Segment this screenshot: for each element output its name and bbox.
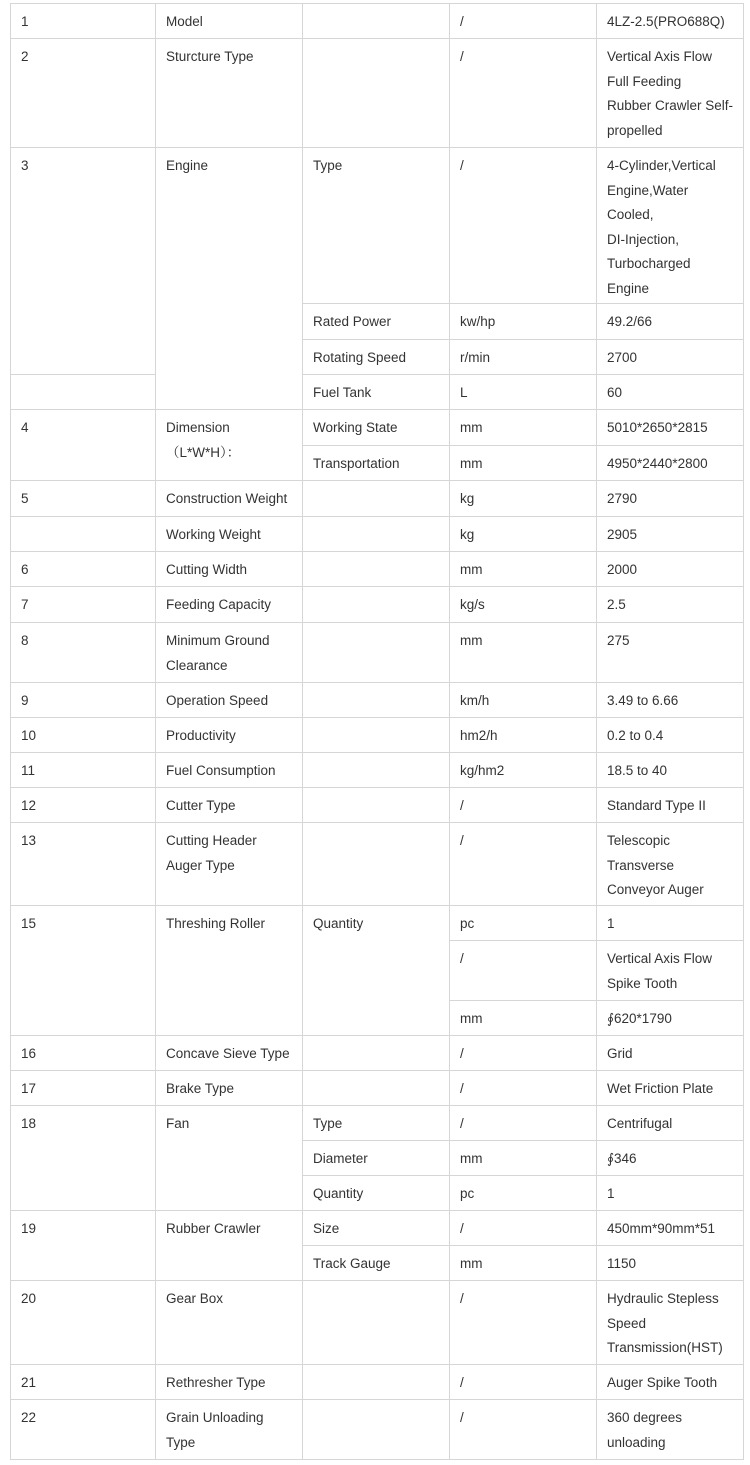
cell-unit <box>449 374 597 410</box>
cell-unit <box>449 38 597 148</box>
cell-sub-item <box>302 717 450 753</box>
cell-sub-item <box>302 822 450 906</box>
item-name-text: Dimension （L*W*H）： <box>166 420 241 460</box>
cell-item-name <box>155 1070 303 1106</box>
cell-row-number <box>10 1399 156 1460</box>
cell-sub-item <box>302 516 450 552</box>
unit-text: r/min <box>460 350 490 365</box>
cell-value <box>596 445 744 481</box>
cell-value <box>596 339 744 375</box>
row-number-text: 11 <box>21 763 36 778</box>
unit-text: kw/hp <box>460 314 496 329</box>
cell-row-number <box>10 1035 156 1071</box>
cell-value <box>596 717 744 753</box>
row-number-text: 8 <box>21 633 29 648</box>
cell-sub-item <box>302 147 450 304</box>
cell-sub-item <box>302 303 450 340</box>
item-name-text: Engine <box>166 158 209 173</box>
value-text: Wet Friction Plate <box>607 1081 714 1096</box>
value-text: Vertical Axis Flow Full Feeding Rubber Crawler Self- propelled <box>607 49 734 138</box>
item-name-text: Grain Unloading Type <box>166 1410 264 1450</box>
cell-unit <box>449 339 597 375</box>
unit-text: kg/hm2 <box>460 763 505 778</box>
cell-sub-item <box>302 339 450 375</box>
value-text: 2905 <box>607 527 638 542</box>
cell-value <box>596 1399 744 1460</box>
row-number-text: 4 <box>21 420 29 435</box>
cell-value <box>596 905 744 941</box>
cell-item-name <box>155 480 303 517</box>
row-number-text: 7 <box>21 597 29 612</box>
value-text: 60 <box>607 385 623 400</box>
cell-value <box>596 3 744 39</box>
cell-item-name <box>155 38 303 148</box>
cell-item-name <box>155 1399 303 1460</box>
item-name-text: Fan <box>166 1116 190 1131</box>
value-text: Grid <box>607 1046 633 1061</box>
sub-item-text: Track Gauge <box>313 1256 391 1271</box>
cell-item-name <box>155 1105 303 1211</box>
unit-text: mm <box>460 1151 483 1166</box>
cell-item-name <box>155 682 303 718</box>
sub-item-text: Quantity <box>313 916 364 931</box>
cell-row-number <box>10 147 156 375</box>
cell-row-number <box>10 717 156 753</box>
cell-item-name <box>155 551 303 587</box>
item-name-text: Productivity <box>166 728 236 743</box>
cell-sub-item <box>302 586 450 623</box>
item-name-text: Minimum Ground Clearance <box>166 633 270 673</box>
sub-item-text: Rated Power <box>313 314 392 329</box>
cell-item-name <box>155 3 303 39</box>
value-text: 49.2/66 <box>607 314 653 329</box>
value-text: Auger Spike Tooth <box>607 1375 718 1390</box>
unit-text: / <box>460 1116 464 1131</box>
row-number-text: 22 <box>21 1410 37 1425</box>
cell-unit <box>449 940 597 1001</box>
cell-unit <box>449 822 597 906</box>
unit-text: / <box>460 951 464 966</box>
cell-sub-item <box>302 1364 450 1400</box>
cell-unit <box>449 752 597 788</box>
cell-value <box>596 1105 744 1141</box>
row-number-text: 15 <box>21 916 37 931</box>
cell-value <box>596 1070 744 1106</box>
cell-unit <box>449 3 597 39</box>
value-text: Hydraulic Stepless Speed Transmission(HST) <box>607 1291 723 1355</box>
cell-unit <box>449 1175 597 1211</box>
cell-unit <box>449 551 597 587</box>
unit-text: pc <box>460 916 475 931</box>
item-name-text: Rethresher Type <box>166 1375 266 1390</box>
cell-sub-item <box>302 1210 450 1246</box>
row-number-text: 5 <box>21 491 29 506</box>
unit-text: / <box>460 1081 464 1096</box>
unit-text: / <box>460 14 464 29</box>
cell-sub-item <box>302 752 450 788</box>
cell-value <box>596 516 744 552</box>
value-text: 360 degrees unloading <box>607 1410 683 1450</box>
cell-value <box>596 303 744 340</box>
cell-item-name <box>155 1364 303 1400</box>
unit-text: / <box>460 1410 464 1425</box>
cell-sub-item <box>302 445 450 481</box>
row-number-text: 20 <box>21 1291 37 1306</box>
cell-value <box>596 622 744 683</box>
unit-text: mm <box>460 633 483 648</box>
cell-sub-item <box>302 787 450 823</box>
row-number-text: 16 <box>21 1046 37 1061</box>
sub-item-text: Transportation <box>313 456 400 471</box>
cell-sub-item <box>302 682 450 718</box>
cell-unit <box>449 1000 597 1036</box>
value-text: Centrifugal <box>607 1116 673 1131</box>
value-text: 0.2 to 0.4 <box>607 728 664 743</box>
cell-sub-item <box>302 3 450 39</box>
value-text: 4LZ-2.5(PRO688Q) <box>607 14 725 29</box>
unit-text: / <box>460 1375 464 1390</box>
value-text: 2790 <box>607 491 638 506</box>
cell-sub-item <box>302 1399 450 1460</box>
cell-value <box>596 1000 744 1036</box>
unit-text: / <box>460 1046 464 1061</box>
cell-unit <box>449 682 597 718</box>
value-text: Standard Type II <box>607 798 706 813</box>
cell-item-name <box>155 717 303 753</box>
row-number-text: 2 <box>21 49 29 64</box>
item-name-text: Sturcture Type <box>166 49 254 64</box>
cell-item-name <box>155 787 303 823</box>
cell-value <box>596 822 744 906</box>
cell-item-name <box>155 905 303 1036</box>
unit-text: mm <box>460 1256 483 1271</box>
cell-value <box>596 1035 744 1071</box>
cell-item-name <box>155 622 303 683</box>
cell-row-number <box>10 822 156 906</box>
item-name-text: Gear Box <box>166 1291 224 1306</box>
sub-item-text: Fuel Tank <box>313 385 372 400</box>
value-text: 3.49 to 6.66 <box>607 693 679 708</box>
cell-item-name <box>155 586 303 623</box>
item-name-text: Fuel Consumption <box>166 763 276 778</box>
item-name-text: Operation Speed <box>166 693 269 708</box>
item-name-text: Threshing Roller <box>166 916 266 931</box>
item-name-text: Construction Weight <box>166 491 288 506</box>
cell-unit <box>449 445 597 481</box>
value-text: 18.5 to 40 <box>607 763 668 778</box>
cell-row-number <box>10 905 156 1036</box>
sub-item-text: Working State <box>313 420 398 435</box>
cell-row-number <box>10 480 156 517</box>
cell-sub-item <box>302 622 450 683</box>
cell-value <box>596 940 744 1001</box>
cell-unit <box>449 586 597 623</box>
cell-sub-item <box>302 1035 450 1071</box>
cell-unit <box>449 409 597 446</box>
sub-item-text: Diameter <box>313 1151 368 1166</box>
cell-item-name <box>155 1280 303 1365</box>
cell-unit <box>449 1280 597 1365</box>
cell-unit <box>449 1070 597 1106</box>
cell-sub-item <box>302 1175 450 1211</box>
value-text: 4950*2440*2800 <box>607 456 708 471</box>
row-number-text: 6 <box>21 562 29 577</box>
unit-text: pc <box>460 1186 475 1201</box>
cell-sub-item <box>302 1245 450 1281</box>
cell-row-number <box>10 1210 156 1281</box>
value-text: 1150 <box>607 1256 637 1271</box>
cell-row-number <box>10 38 156 148</box>
cell-value <box>596 1140 744 1176</box>
row-number-text: 19 <box>21 1221 37 1236</box>
item-name-text: Cutting Width <box>166 562 248 577</box>
unit-text: mm <box>460 1011 483 1026</box>
cell-row-number <box>10 752 156 788</box>
row-number-text: 12 <box>21 798 37 813</box>
cell-item-name <box>155 822 303 906</box>
cell-row-number <box>10 586 156 623</box>
unit-text: kg <box>460 491 475 506</box>
cell-unit <box>449 1035 597 1071</box>
cell-item-name <box>155 752 303 788</box>
cell-sub-item <box>302 480 450 517</box>
unit-text: / <box>460 1221 464 1236</box>
cell-value <box>596 682 744 718</box>
cell-value <box>596 147 744 304</box>
unit-text: L <box>460 385 468 400</box>
cell-item-name <box>155 409 303 481</box>
cell-value <box>596 1210 744 1246</box>
item-name-text: Cutter Type <box>166 798 236 813</box>
cell-unit <box>449 1364 597 1400</box>
cell-unit <box>449 303 597 340</box>
cell-unit <box>449 622 597 683</box>
value-text: 5010*2650*2815 <box>607 420 708 435</box>
cell-row-number <box>10 409 156 481</box>
cell-row-number <box>10 1070 156 1106</box>
cell-item-name <box>155 516 303 552</box>
cell-unit <box>449 1245 597 1281</box>
item-name-text: Brake Type <box>166 1081 235 1096</box>
cell-item-name <box>155 1035 303 1071</box>
row-number-text: 3 <box>21 158 29 173</box>
unit-text: mm <box>460 420 483 435</box>
unit-text: / <box>460 798 464 813</box>
unit-text: / <box>460 158 464 173</box>
row-number-text: 21 <box>21 1375 37 1390</box>
row-number-text: 18 <box>21 1116 37 1131</box>
cell-unit <box>449 717 597 753</box>
cell-sub-item <box>302 1280 450 1365</box>
cell-item-name <box>155 1210 303 1281</box>
unit-text: / <box>460 1291 464 1306</box>
cell-row-number <box>10 622 156 683</box>
cell-sub-item <box>302 38 450 148</box>
unit-text: kg/s <box>460 597 485 612</box>
cell-value <box>596 752 744 788</box>
cell-row-number <box>10 1280 156 1365</box>
row-number-text: 1 <box>21 14 29 29</box>
item-name-text: Cutting Header Auger Type <box>166 833 257 873</box>
value-text: ∮346 <box>607 1151 637 1166</box>
cell-item-name <box>155 147 303 410</box>
cell-value <box>596 1280 744 1365</box>
cell-value <box>596 586 744 623</box>
item-name-text: Concave Sieve Type <box>166 1046 290 1061</box>
cell-sub-item <box>302 409 450 446</box>
cell-sub-item <box>302 1140 450 1176</box>
cell-sub-item <box>302 374 450 410</box>
cell-sub-item <box>302 551 450 587</box>
cell-row-number <box>10 1105 156 1211</box>
sub-item-text: Quantity <box>313 1186 364 1201</box>
value-text: 450mm*90mm*51 <box>607 1221 716 1236</box>
value-text: 4-Cylinder,Vertical Engine,Water Cooled, DI-Injection, Turbocharged Engine <box>607 158 716 296</box>
cell-unit <box>449 905 597 941</box>
item-name-text: Working Weight <box>166 527 261 542</box>
unit-text: mm <box>460 456 483 471</box>
item-name-text: Rubber Crawler <box>166 1221 261 1236</box>
cell-unit <box>449 147 597 304</box>
cell-value <box>596 1175 744 1211</box>
cell-unit <box>449 1399 597 1460</box>
value-text: 2700 <box>607 350 638 365</box>
row-number-text: 10 <box>21 728 37 743</box>
value-text: 1 <box>607 916 615 931</box>
value-text: 2000 <box>607 562 638 577</box>
unit-text: mm <box>460 562 483 577</box>
unit-text: kg <box>460 527 475 542</box>
cell-value <box>596 551 744 587</box>
cell-row-number <box>10 551 156 587</box>
cell-row-number <box>10 682 156 718</box>
cell-row-number <box>10 3 156 39</box>
cell-unit <box>449 787 597 823</box>
cell-unit <box>449 1105 597 1141</box>
cell-unit <box>449 480 597 517</box>
cell-row-number <box>10 516 156 552</box>
value-text: 275 <box>607 633 630 648</box>
row-number-text: 13 <box>21 833 37 848</box>
cell-row-number <box>10 1364 156 1400</box>
sub-item-text: Rotating Speed <box>313 350 407 365</box>
row-number-text: 9 <box>21 693 29 708</box>
sub-item-text: Type <box>313 158 343 173</box>
cell-unit <box>449 1140 597 1176</box>
sub-item-text: Type <box>313 1116 343 1131</box>
value-text: Vertical Axis Flow Spike Tooth <box>607 951 713 991</box>
cell-value <box>596 409 744 446</box>
value-text: Telescopic Transverse Conveyor Auger <box>607 833 704 897</box>
cell-sub-item <box>302 905 450 1036</box>
cell-unit <box>449 1210 597 1246</box>
sub-item-text: Size <box>313 1221 340 1236</box>
cell-value <box>596 1245 744 1281</box>
value-text: ∮620*1790 <box>607 1011 672 1026</box>
unit-text: / <box>460 833 464 848</box>
unit-text: km/h <box>460 693 490 708</box>
cell-value <box>596 374 744 410</box>
cell-sub-item <box>302 1070 450 1106</box>
cell-row-number <box>10 374 156 410</box>
unit-text: / <box>460 49 464 64</box>
cell-value <box>596 1364 744 1400</box>
item-name-text: Feeding Capacity <box>166 597 272 612</box>
cell-value <box>596 787 744 823</box>
row-number-text: 17 <box>21 1081 37 1096</box>
value-text: 1 <box>607 1186 615 1201</box>
cell-sub-item <box>302 1105 450 1141</box>
value-text: 2.5 <box>607 597 626 612</box>
unit-text: hm2/h <box>460 728 498 743</box>
cell-unit <box>449 516 597 552</box>
cell-value <box>596 38 744 148</box>
cell-row-number <box>10 787 156 823</box>
cell-value <box>596 480 744 517</box>
item-name-text: Model <box>166 14 203 29</box>
